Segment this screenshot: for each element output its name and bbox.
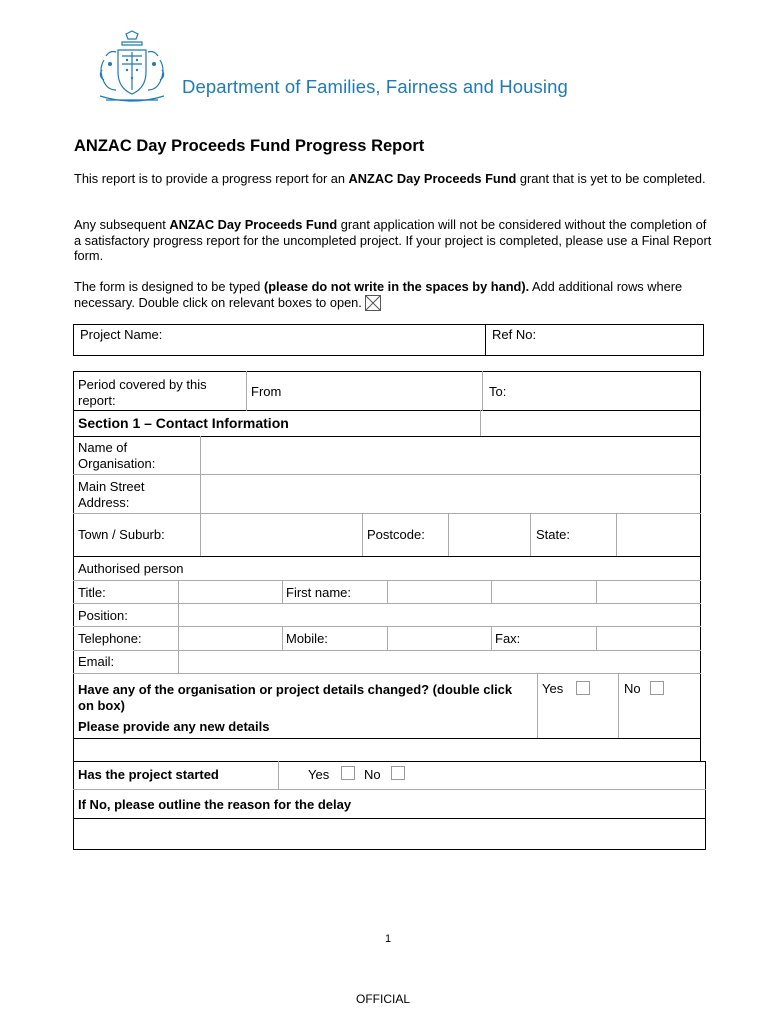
state-field[interactable] [620,517,696,552]
town-label: Town / Suburb: [78,527,165,542]
first-name-label: First name: [286,585,352,600]
checkbox-x-icon [365,295,381,311]
title-field[interactable] [182,582,278,601]
section-1-title: Section 1 – Contact Information [78,415,289,431]
project-started-question: Has the project started [78,767,219,782]
period-label: Period covered by this report: [78,377,207,408]
started-yes-label: Yes [308,767,330,782]
ref-no-field[interactable] [550,326,700,353]
first-name-field[interactable] [391,582,696,601]
coat-of-arms-logo [96,30,168,106]
telephone-label: Telephone: [78,631,142,646]
fax-label: Fax: [495,631,521,646]
title-label: Title: [78,585,106,600]
started-yes-checkbox[interactable] [341,766,355,780]
intro-paragraph-3: The form is designed to be typed (please do not write in the spaces by hand). Add additional rows where necessary. Double click on relevant boxes to open. [74,279,683,310]
new-details-label: Please provide any new details [78,719,270,734]
page-number: 1 [385,933,392,945]
details-changed-question: Have any of the organisation or project details changed? (double click on box) [78,682,513,713]
started-no-checkbox[interactable] [391,766,405,780]
state-label: State: [536,527,570,542]
org-name-label: Name of Organisation: [78,440,156,471]
page-title: ANZAC Day Proceeds Fund Progress Report [74,137,425,155]
intro-paragraph-2: Any subsequent ANZAC Day Proceeds Fund grant application will not be considered without the completion of a satisfactory progress report for the uncompleted project. If your project is completed, please use a Final Report form. [74,217,712,263]
org-name-field[interactable] [205,440,695,470]
position-label: Position: [78,608,128,623]
to-date-field[interactable] [515,375,695,405]
changed-yes-checkbox[interactable] [576,681,590,695]
postcode-label: Postcode: [367,527,425,542]
telephone-field[interactable] [182,628,278,648]
from-date-field[interactable] [290,375,475,405]
intro-paragraph-1: This report is to provide a progress report for an ANZAC Day Proceeds Fund grant that is yet to be completed. [74,171,706,186]
from-label: From [251,384,282,399]
mobile-label: Mobile: [286,631,328,646]
email-field[interactable] [182,652,696,671]
authorised-person-label: Authorised person [78,561,184,576]
project-name-field[interactable] [240,326,480,353]
town-field[interactable] [205,517,357,552]
mobile-field[interactable] [391,628,487,648]
department-name: Department of Families, Fairness and Housing [182,76,568,97]
project-name-label: Project Name: [80,327,163,342]
started-no-label: No [364,767,381,782]
changed-no-checkbox[interactable] [650,681,664,695]
changed-yes-label: Yes [542,681,564,696]
changed-no-label: No [624,681,641,696]
to-label: To: [489,384,507,399]
delay-reason-label: If No, please outline the reason for the delay [78,797,352,812]
main-address-label: Main Street Address: [78,479,145,510]
email-label: Email: [78,654,115,669]
classification-label: OFFICIAL [356,992,411,1006]
postcode-field[interactable] [452,517,526,552]
new-details-field[interactable] [77,741,697,759]
main-address-field[interactable] [205,478,695,509]
delay-reason-field[interactable] [77,821,702,847]
fax-field[interactable] [600,628,696,648]
ref-no-label: Ref No: [492,327,537,342]
position-field[interactable] [182,605,696,624]
